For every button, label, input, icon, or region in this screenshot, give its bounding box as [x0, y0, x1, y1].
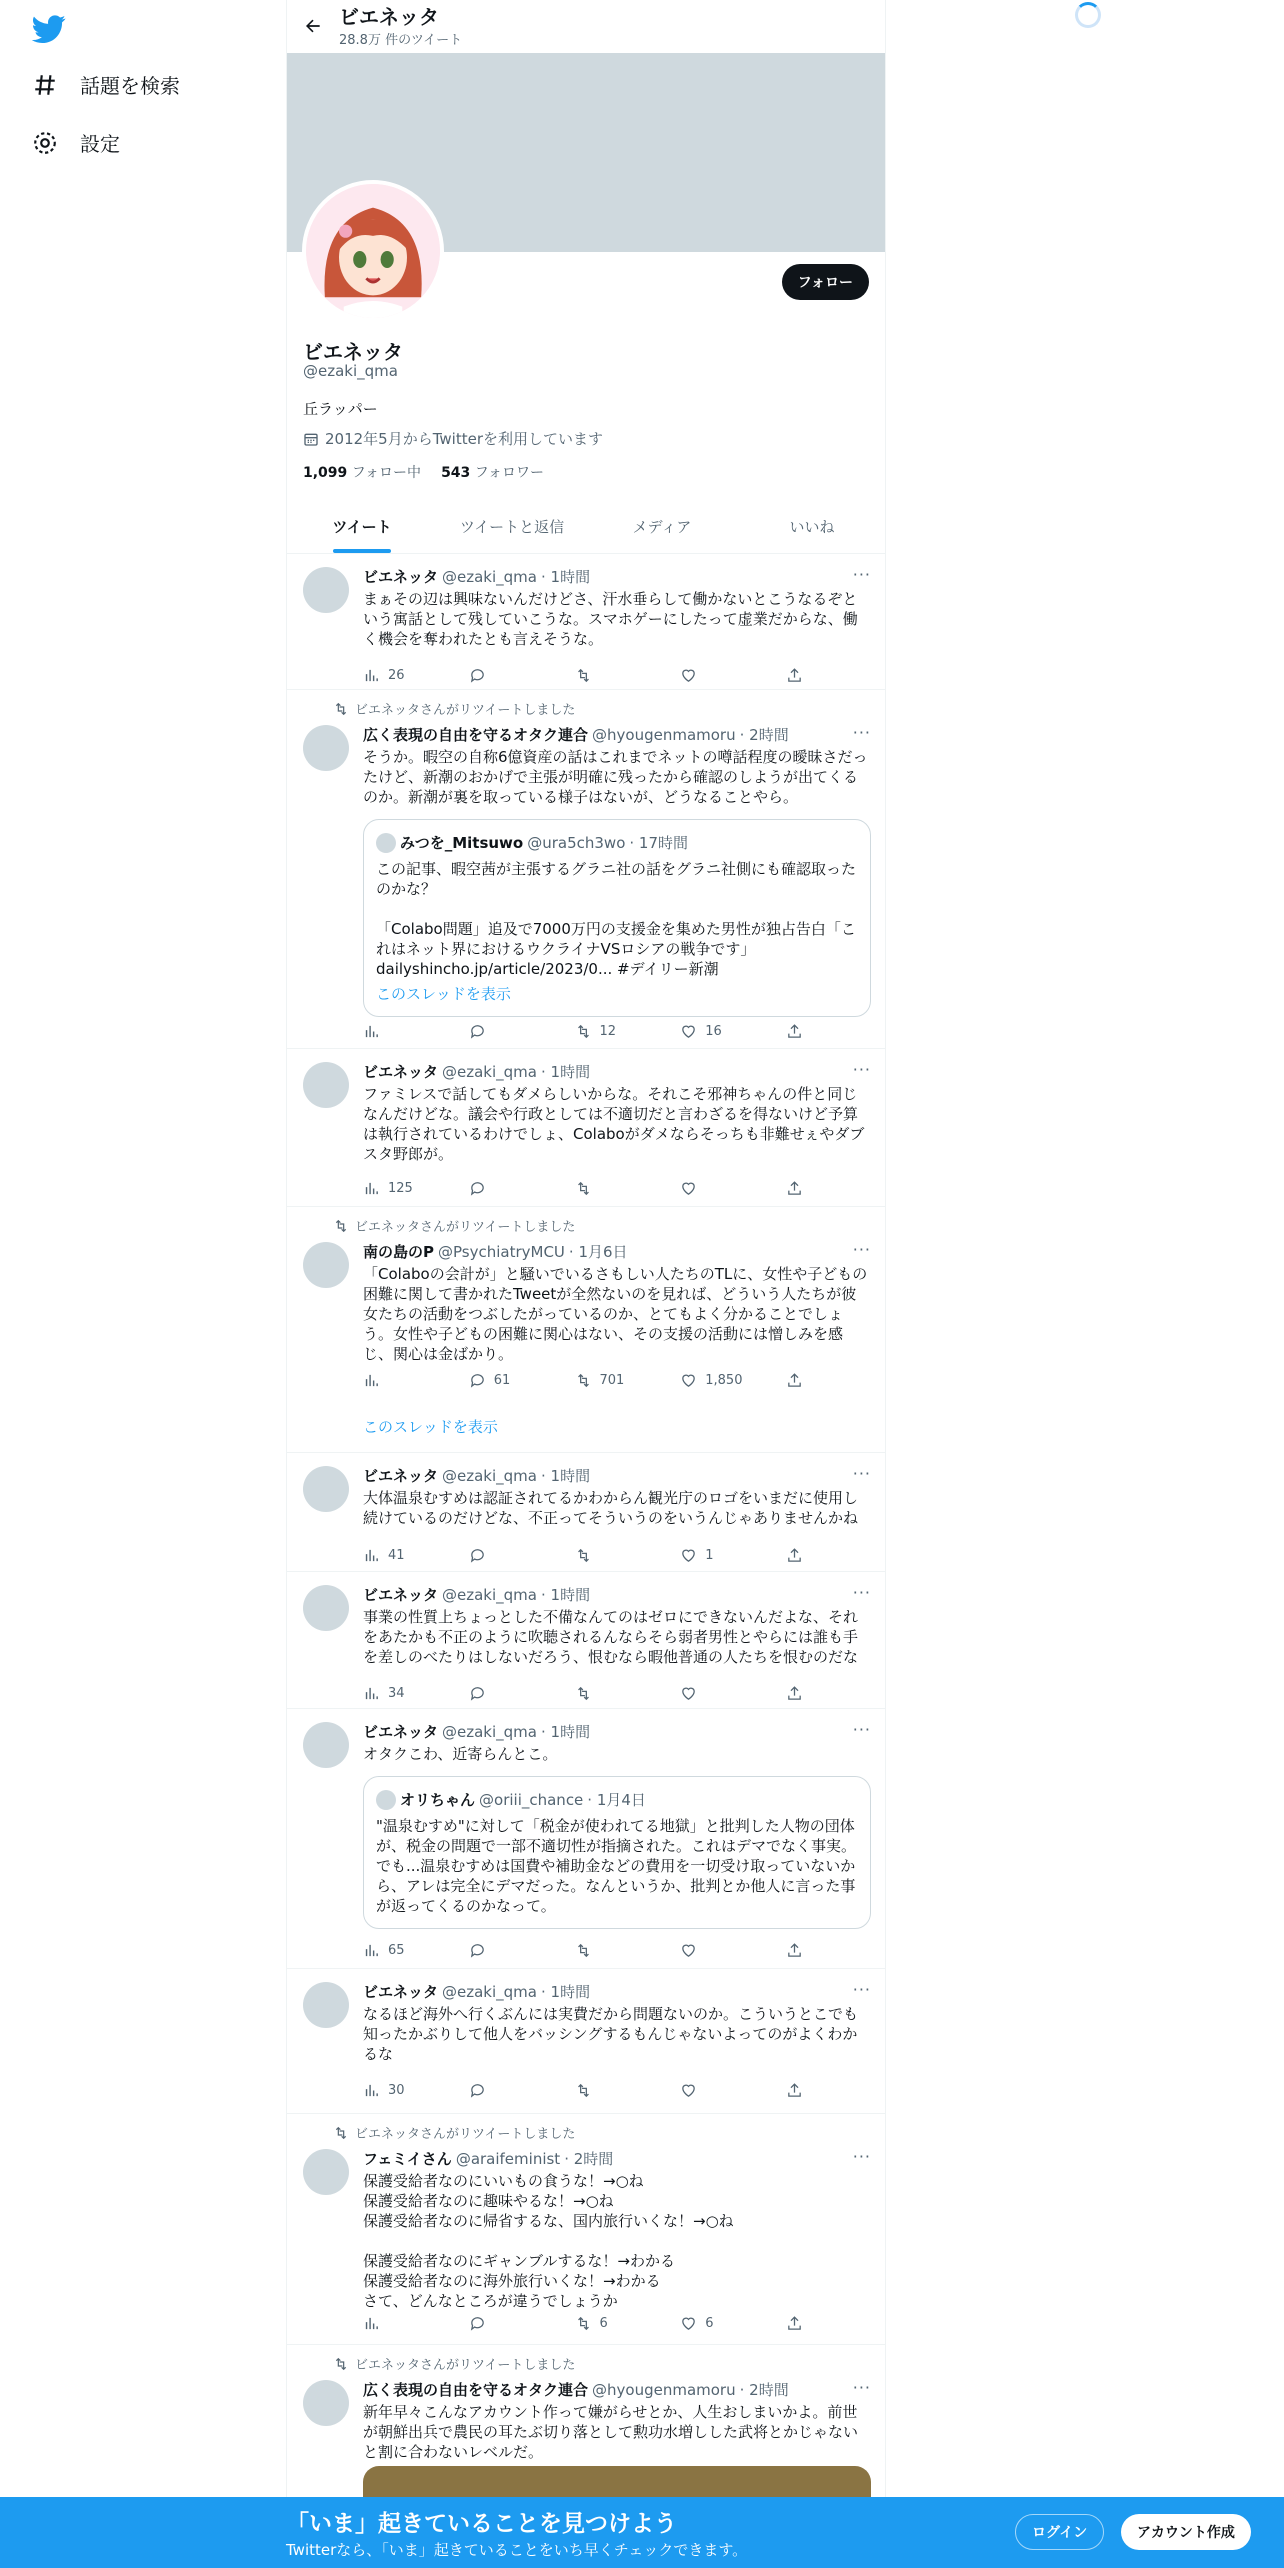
- main-column: [286, 0, 886, 2568]
- share-icon: [786, 1547, 803, 1564]
- signup-banner-subtitle: Twitterなら、「いま」起きていることをいち早くチェックできます。: [286, 2541, 748, 2559]
- avatar[interactable]: [303, 1982, 349, 2028]
- followers-count: 543: [441, 465, 471, 481]
- author-name[interactable]: 広く表現の自由を守るオタク連合: [363, 726, 589, 744]
- share-button[interactable]: [786, 1180, 803, 1197]
- nav-settings[interactable]: [32, 128, 120, 157]
- retweets-button[interactable]: [575, 2315, 655, 2332]
- tweet[interactable]: [287, 691, 886, 1049]
- replies-button[interactable]: [469, 1547, 549, 1564]
- more-icon[interactable]: ···: [852, 1464, 871, 1483]
- tweet-body: [363, 1722, 871, 1929]
- share-icon: [786, 1685, 803, 1702]
- retweeted-by-text: ビエネッタさんがリツイートしました: [355, 703, 576, 718]
- likes-button[interactable]: [680, 2315, 760, 2332]
- nav-explore-label: 話題を検索: [80, 74, 180, 98]
- tab-likes[interactable]: いいね: [789, 518, 835, 536]
- avatar[interactable]: [303, 1585, 349, 1631]
- retweeted-by-text: ビエネッタさんがリツイートしました: [355, 2358, 576, 2373]
- profile-handle: @ezaki_qma: [303, 362, 398, 380]
- show-thread-link[interactable]: このスレッドを表示: [363, 1418, 498, 1436]
- reply-icon: [469, 1942, 486, 1959]
- tweet-text: オタクこわ、近寄らんとこ。: [363, 1745, 558, 1763]
- retweet-icon: [333, 701, 349, 717]
- heart-icon: [680, 1547, 697, 1564]
- tweet-header: [363, 2380, 871, 2400]
- followers-link[interactable]: [441, 462, 544, 482]
- views-count: 30: [388, 2083, 405, 2098]
- views-button[interactable]: [363, 2315, 443, 2332]
- share-button[interactable]: [786, 1023, 803, 1040]
- tweet[interactable]: [287, 1573, 886, 1709]
- tweet-body: [363, 567, 871, 649]
- quote-avatar: [376, 1790, 396, 1810]
- tweet-actions: [363, 2082, 803, 2099]
- share-button[interactable]: [786, 1942, 803, 1959]
- tweet-body: [363, 2380, 871, 2462]
- tweet-text: 事業の性質上ちょっとした不備なんてのはゼロにできないんだよな、それをあたかも不正のように吹聴されるんならそら弱者男性とやらには誰も手を差しのべたりはしないだろう、恨むなら暇他普通の人たちを恨むのだな: [363, 1608, 859, 1666]
- likes-button[interactable]: [680, 1180, 760, 1197]
- following-count: 1,099: [303, 465, 348, 481]
- hashtag-icon: [32, 72, 58, 98]
- tweet-actions: [363, 1023, 803, 1040]
- more-icon[interactable]: ···: [852, 1720, 871, 1739]
- author-name[interactable]: ビエネッタ: [363, 1586, 439, 1604]
- share-icon: [786, 1023, 803, 1040]
- likes-button[interactable]: [680, 1372, 760, 1389]
- tweet-header: [363, 725, 871, 745]
- tweet-time[interactable]: · 1時間: [541, 1063, 591, 1081]
- more-icon[interactable]: ···: [852, 1240, 871, 1259]
- heart-icon: [680, 1685, 697, 1702]
- tab-media[interactable]: メディア: [632, 518, 692, 536]
- retweets-button[interactable]: [575, 1180, 655, 1197]
- retweets-button[interactable]: [575, 2082, 655, 2099]
- share-button[interactable]: [786, 667, 803, 684]
- tweet[interactable]: [287, 1970, 886, 2114]
- retweet-icon: [575, 1372, 592, 1389]
- views-count: 26: [388, 668, 405, 683]
- author-name[interactable]: ビエネッタ: [363, 568, 439, 586]
- reply-icon: [469, 667, 486, 684]
- retweet-icon: [575, 2082, 592, 2099]
- header-title: ビエネッタ: [339, 4, 439, 29]
- share-button[interactable]: [786, 1685, 803, 1702]
- likes-button[interactable]: [680, 2082, 760, 2099]
- tweet[interactable]: [287, 1208, 886, 1453]
- tweet-actions: [363, 1942, 803, 1959]
- quoted-tweet[interactable]: [363, 819, 871, 1017]
- calendar-icon: [303, 431, 319, 447]
- left-navigation: [0, 0, 286, 2568]
- following-label: フォロー中: [351, 465, 422, 481]
- views-icon: [363, 2315, 380, 2332]
- profile-name: ビエネッタ: [303, 340, 403, 364]
- retweet-icon: [575, 1023, 592, 1040]
- views-count: 125: [388, 1181, 413, 1196]
- tweet-header: [363, 1062, 871, 1082]
- author-name[interactable]: ビエネッタ: [363, 1063, 439, 1081]
- retweets-button[interactable]: [575, 1942, 655, 1959]
- share-icon: [786, 1180, 803, 1197]
- retweets-count: 701: [599, 1373, 625, 1388]
- quote-author-name: みつを_Mitsuwo: [400, 834, 524, 852]
- tweet-text: そうか。暇空の自称6億資産の話はこれまでネットの噂話程度の曖昧さだったけど、新潮のおかげで主張が明確に残ったから確認のしようが出てくるのか。新潮が裏を取っている様子はないが、どうなることやら。: [363, 748, 868, 806]
- share-button[interactable]: [786, 1372, 803, 1389]
- tab-tweets-and-replies[interactable]: ツイートと返信: [459, 518, 565, 536]
- replies-count: 61: [493, 1373, 511, 1388]
- retweet-icon: [575, 1180, 592, 1197]
- views-button[interactable]: [363, 1180, 443, 1197]
- retweet-indicator: [333, 2354, 575, 2373]
- views-icon: [363, 667, 380, 684]
- quote-time: · 1月4日: [587, 1791, 646, 1809]
- twitter-logo-icon[interactable]: [32, 12, 66, 46]
- views-icon: [363, 1180, 380, 1197]
- author-name[interactable]: ビエネッタ: [363, 1467, 439, 1485]
- retweet-icon: [333, 2356, 349, 2372]
- profile-avatar[interactable]: [302, 180, 444, 322]
- tweet-header: [363, 1982, 871, 2002]
- avatar[interactable]: [303, 1062, 349, 1108]
- tweet-time[interactable]: · 1時間: [541, 1983, 591, 2001]
- signup-banner-title: 「いま」起きていることを見つけよう: [286, 2511, 677, 2537]
- heart-icon: [680, 1942, 697, 1959]
- author-name[interactable]: 広く表現の自由を守るオタク連合: [363, 2381, 589, 2399]
- signup-banner: [0, 2497, 1284, 2568]
- author-handle[interactable]: @PsychiatryMCU: [438, 1243, 565, 1261]
- tweet-time[interactable]: · 1時間: [541, 1467, 591, 1485]
- tweet-text: まぁその辺は興味ないんだけどさ、汗水垂らして働かないとこうなるぞという寓話として残していこうな。スマホゲーにしたって虚業だからな、働く機会を奪われたとも言えそうな。: [363, 590, 858, 648]
- author-name[interactable]: ビエネッタ: [363, 1723, 439, 1741]
- views-icon: [363, 1023, 380, 1040]
- tweet-time[interactable]: · 1時間: [541, 568, 591, 586]
- author-handle[interactable]: @ezaki_qma: [442, 1586, 537, 1604]
- follow-button[interactable]: フォロー: [782, 264, 869, 300]
- more-icon[interactable]: ···: [852, 1583, 871, 1602]
- quote-author-handle: @ura5ch3wo: [527, 833, 626, 852]
- anime-girl-avatar-icon: [306, 184, 440, 318]
- avatar[interactable]: [303, 1242, 349, 1288]
- arrow-left-icon: [303, 16, 323, 36]
- likes-button[interactable]: [680, 1547, 760, 1564]
- retweets-button[interactable]: [575, 1685, 655, 1702]
- profile-bio: 丘ラッパー: [303, 400, 378, 418]
- tweet-actions: [363, 1180, 803, 1197]
- tweet-time[interactable]: · 2時間: [739, 2381, 789, 2399]
- share-icon: [786, 667, 803, 684]
- profile-stats: [303, 462, 544, 482]
- quote-text: この記事、暇空茜が主張するグラニ社の話をグラニ社側にも確認取ったのかな？ 「Colabo問題」追及で7000万円の支援金を集めた男性が独占告白「これはネット界におけるウクライナVSロシアの戦争です」 dailyshincho.jp/article/2023/0... #デイリー新潮: [376, 860, 857, 978]
- reply-icon: [469, 1372, 486, 1389]
- likes-button[interactable]: [680, 1023, 760, 1040]
- retweets-button[interactable]: [575, 667, 655, 684]
- views-button[interactable]: [363, 1547, 443, 1564]
- likes-button[interactable]: [680, 667, 760, 684]
- quote-show-thread-link[interactable]: このスレッドを表示: [376, 985, 511, 1003]
- author-handle[interactable]: @ezaki_qma: [442, 1063, 537, 1081]
- views-icon: [363, 1942, 380, 1959]
- reply-icon: [469, 2082, 486, 2099]
- retweet-icon: [575, 667, 592, 684]
- tweet-time[interactable]: · 2時間: [739, 726, 789, 744]
- author-name[interactable]: フェミイさん: [363, 2150, 452, 2168]
- profile-tabs: [287, 500, 886, 554]
- tweet-body: [363, 1982, 871, 2064]
- tweet-actions: [363, 2315, 803, 2332]
- login-button[interactable]: ログイン: [1015, 2514, 1104, 2550]
- views-button[interactable]: [363, 1372, 443, 1389]
- nav-settings-label: 設定: [80, 132, 120, 156]
- retweets-button[interactable]: [575, 1023, 655, 1040]
- likes-count: 16: [705, 1024, 722, 1039]
- tweet-text: 保護受給者なのにいいもの食うな！→○ね 保護受給者なのに趣味やるな！→○ね 保護受給者なのに帰省するな、国内旅行いくな！→○ね 保護受給者なのにギャンブルするな！→わかる 保護受給者なのに海外旅行いくな！→わかる さて、どんなところが違うでしょうか: [363, 2172, 734, 2310]
- views-icon: [363, 1685, 380, 1702]
- share-icon: [786, 1372, 803, 1389]
- tweet-text: 大体温泉むすめは認証されてるかわからん観光庁のロゴをいまだに使用し続けているのだけどな、不正ってそういうのをいうんじゃありませんかね: [363, 1489, 859, 1527]
- quote-author-handle: @oriii_chance: [479, 1790, 584, 1809]
- avatar[interactable]: [303, 725, 349, 771]
- tweet-body: [363, 1585, 871, 1667]
- author-handle[interactable]: @ezaki_qma: [442, 1467, 537, 1485]
- replies-button[interactable]: [469, 1942, 549, 1959]
- heart-icon: [680, 1372, 697, 1389]
- retweets-count: 6: [599, 2316, 608, 2331]
- tweet-actions: [363, 1547, 803, 1564]
- back-button[interactable]: [287, 0, 339, 52]
- retweeted-by-text: ビエネッタさんがリツイートしました: [355, 2127, 576, 2142]
- views-icon: [363, 1372, 380, 1389]
- tweet-header: [363, 567, 871, 587]
- avatar[interactable]: [303, 1466, 349, 1512]
- share-icon: [786, 2315, 803, 2332]
- share-icon: [786, 2082, 803, 2099]
- tweet-time[interactable]: · 1月6日: [568, 1243, 628, 1261]
- author-name[interactable]: 南の島のP: [363, 1243, 434, 1261]
- likes-count: 1,850: [705, 1373, 743, 1388]
- likes-button[interactable]: [680, 1685, 760, 1702]
- quote-text: "温泉むすめ"に対して「税金が使われてる地獄」と批判した人物の団体が、税金の問題で一部不適切性が指摘された。これはデマでなく事実。でも...温泉むすめは国費や補助金などの費用を一切受け取っていないから、アレは完全にデマだった。なんというか、批判とか他人に言った事が返ってくるのかなって。: [376, 1817, 857, 1915]
- heart-icon: [680, 1023, 697, 1040]
- retweet-indicator: [333, 2123, 575, 2142]
- retweet-icon: [575, 1685, 592, 1702]
- views-icon: [363, 1547, 380, 1564]
- replies-button[interactable]: [469, 1372, 549, 1389]
- retweet-icon: [575, 2315, 592, 2332]
- likes-count: 1: [705, 1548, 714, 1563]
- more-icon[interactable]: ···: [852, 2378, 871, 2397]
- retweet-indicator: [333, 1216, 575, 1235]
- quote-author-name: オリちゃん: [400, 1791, 476, 1809]
- author-handle[interactable]: @araifeminist: [455, 2150, 561, 2168]
- avatar[interactable]: [303, 2149, 349, 2195]
- tab-tweets[interactable]: ツイート: [287, 500, 437, 553]
- quote-time: · 17時間: [629, 834, 688, 852]
- likes-button[interactable]: [680, 1942, 760, 1959]
- tweet-header: [363, 1466, 871, 1486]
- share-button[interactable]: [786, 2082, 803, 2099]
- tweet[interactable]: [287, 2346, 886, 2506]
- avatar[interactable]: [303, 567, 349, 613]
- profile-header-bar: [287, 0, 886, 52]
- reply-icon: [469, 1023, 486, 1040]
- more-icon[interactable]: ···: [852, 565, 871, 584]
- more-icon[interactable]: ···: [852, 723, 871, 742]
- tweet-time[interactable]: · 1時間: [541, 1586, 591, 1604]
- views-button[interactable]: [363, 1942, 443, 1959]
- share-button[interactable]: [786, 1547, 803, 1564]
- tweet[interactable]: [287, 2115, 886, 2345]
- retweets-button[interactable]: [575, 1547, 655, 1564]
- quote-header: [376, 832, 858, 853]
- author-handle[interactable]: @hyougenmamoru: [592, 726, 736, 744]
- views-icon: [363, 2082, 380, 2099]
- tweet-body: [363, 1466, 871, 1528]
- tweet-header: [363, 2149, 871, 2169]
- tweet-body: [363, 725, 871, 1017]
- views-button[interactable]: [363, 1023, 443, 1040]
- more-icon[interactable]: ···: [852, 1060, 871, 1079]
- tweet-time[interactable]: · 1時間: [541, 1723, 591, 1741]
- views-button[interactable]: [363, 667, 443, 684]
- tweet[interactable]: [287, 1710, 886, 1969]
- profile-joined: [303, 428, 603, 449]
- heart-icon: [680, 1180, 697, 1197]
- nav-explore[interactable]: [32, 70, 180, 99]
- reply-icon: [469, 1547, 486, 1564]
- retweet-icon: [333, 2125, 349, 2141]
- heart-icon: [680, 667, 697, 684]
- retweet-indicator: [333, 699, 575, 718]
- replies-button[interactable]: [469, 2315, 549, 2332]
- avatar[interactable]: [303, 1722, 349, 1768]
- tweet-text: ファミレスで話してもダメらしいからな。それこそ邪神ちゃんの件と同じなんだけどな。議会や行政としては不適切だと言わざるを得ないけど予算は執行されているわけでしょ、Colaboがダメならそっちも非難せぇやダブスタ野郎が。: [363, 1085, 865, 1163]
- tweet[interactable]: [287, 1454, 886, 1572]
- tweet-actions: [363, 1372, 803, 1389]
- tweet-text: なるほど海外へ行くぶんには実費だから問題ないのか。こういうとこでも知ったかぶりして他人をバッシングするもんじゃないよってのがよくわかるな: [363, 2005, 859, 2063]
- share-button[interactable]: [786, 2315, 803, 2332]
- reply-icon: [469, 1685, 486, 1702]
- tweet-header: [363, 1722, 871, 1742]
- retweets-button[interactable]: [575, 1372, 655, 1389]
- more-icon[interactable]: ···: [852, 2147, 871, 2166]
- retweets-count: 12: [599, 1024, 617, 1039]
- more-icon[interactable]: ···: [852, 1980, 871, 1999]
- tweet-text: 新年早々こんなアカウント作って嫌がらせとか、人生おしまいかよ。前世が朝鮮出兵で農民の耳たぶ切り落として勲功水増しした武将とかじゃないと割に合わないレベルだ。: [363, 2403, 859, 2461]
- share-icon: [786, 1942, 803, 1959]
- retweet-icon: [575, 1942, 592, 1959]
- heart-icon: [680, 2315, 697, 2332]
- tweet-body: [363, 1242, 871, 1364]
- tweet-time[interactable]: · 2時間: [564, 2150, 614, 2168]
- tweet-body: [363, 2149, 871, 2311]
- quote-avatar: [376, 833, 396, 853]
- tweet[interactable]: [287, 1050, 886, 1207]
- tweet-text: 「Colaboの会計が」と騒いでいるさもしい人たちのTLに、女性や子どもの困難に関して書かれたTweetが全然ないのを見れば、どういう人たちが彼女たちの活動をつぶしたがっているのか、とてもよく分かることでしょう。女性や子どもの困難に関心はない、その支援の活動には憎しみを感じ、関心は金ばかり。: [363, 1265, 868, 1363]
- tweet-header: [363, 1242, 871, 1262]
- reply-icon: [469, 2315, 486, 2332]
- replies-button[interactable]: [469, 2082, 549, 2099]
- avatar[interactable]: [303, 2380, 349, 2426]
- views-count: 65: [388, 1943, 405, 1958]
- author-handle[interactable]: @ezaki_qma: [442, 568, 537, 586]
- retweet-icon: [575, 1547, 592, 1564]
- replies-button[interactable]: [469, 1180, 549, 1197]
- tweet[interactable]: [287, 555, 886, 690]
- quoted-tweet[interactable]: [363, 1776, 871, 1929]
- likes-count: 6: [705, 2316, 714, 2331]
- reply-icon: [469, 1180, 486, 1197]
- joined-text: 2012年5月からTwitterを利用しています: [325, 430, 603, 448]
- replies-button[interactable]: [469, 667, 549, 684]
- following-link[interactable]: [303, 462, 421, 482]
- signup-button[interactable]: アカウント作成: [1121, 2514, 1251, 2550]
- views-count: 41: [388, 1548, 405, 1563]
- tweet-body: [363, 1062, 871, 1164]
- author-handle[interactable]: @hyougenmamoru: [592, 2381, 736, 2399]
- views-button[interactable]: [363, 1685, 443, 1702]
- tweet-actions: [363, 667, 803, 684]
- tweet-actions: [363, 1685, 803, 1702]
- retweeted-by-text: ビエネッタさんがリツイートしました: [355, 1220, 576, 1235]
- replies-button[interactable]: [469, 1685, 549, 1702]
- tweet-count: 28.8万 件のツイート: [339, 32, 463, 48]
- heart-icon: [680, 2082, 697, 2099]
- quote-header: [376, 1789, 858, 1810]
- gear-icon: [32, 130, 58, 156]
- retweet-icon: [333, 1218, 349, 1234]
- replies-button[interactable]: [469, 1023, 549, 1040]
- author-name[interactable]: ビエネッタ: [363, 1983, 439, 2001]
- author-handle[interactable]: @ezaki_qma: [442, 1723, 537, 1741]
- views-button[interactable]: [363, 2082, 443, 2099]
- followers-label: フォロワー: [474, 465, 545, 481]
- tweet-header: [363, 1585, 871, 1605]
- views-count: 34: [388, 1686, 405, 1701]
- loading-spinner-icon: [1075, 2, 1101, 28]
- author-handle[interactable]: @ezaki_qma: [442, 1983, 537, 2001]
